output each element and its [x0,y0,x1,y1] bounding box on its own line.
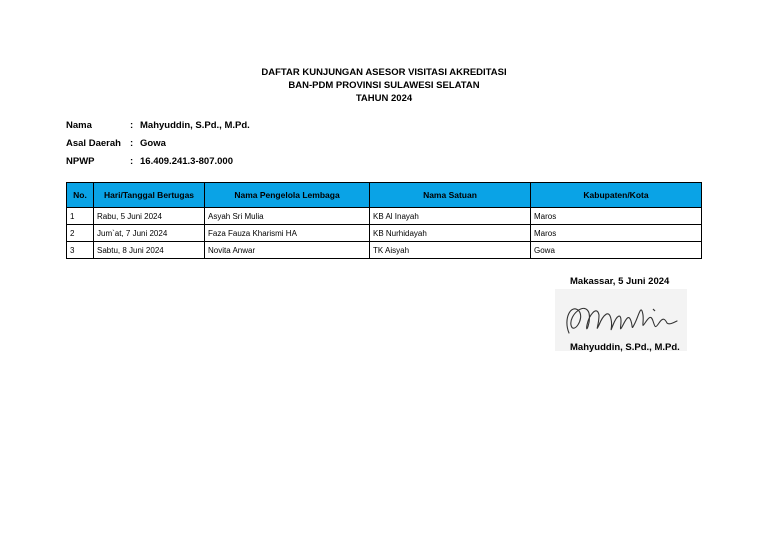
info-separator: : [130,120,134,131]
cell-manager: Asyah Sri Mulia [205,208,370,225]
info-value: Mahyuddin, S.Pd., M.Pd. [140,120,250,131]
header-unit: Nama Satuan [370,183,531,208]
cell-regency: Maros [531,225,702,242]
info-row-npwp [66,155,250,173]
info-label: NPWP [66,156,95,167]
document-title [0,66,768,105]
info-value: Gowa [140,138,166,149]
cell-unit: TK Aisyah [370,242,531,259]
title-line-1: DAFTAR KUNJUNGAN ASESOR VISITASI AKREDITASI [261,67,507,78]
title-line-2: BAN-PDM PROVINSI SULAWESI SELATAN [288,80,480,91]
cell-no: 1 [67,208,94,225]
table-header-row [67,183,702,208]
cell-regency: Maros [531,208,702,225]
info-separator: : [130,156,134,167]
table-row [67,225,702,242]
info-row-region [66,137,250,155]
cell-manager: Faza Fauza Kharismi HA [205,225,370,242]
header-regency: Kabupaten/Kota [531,183,702,208]
sign-place-date: Makassar, 5 Juni 2024 [570,276,670,287]
info-label: Asal Daerah [66,138,121,149]
assessor-info [66,119,250,173]
visit-table [66,182,702,259]
cell-manager: Novita Anwar [205,242,370,259]
cell-no: 3 [67,242,94,259]
title-line-3: TAHUN 2024 [355,93,413,104]
signer-name: Mahyuddin, S.Pd., M.Pd. [570,342,680,353]
header-no: No. [67,183,94,208]
info-value: 16.409.241.3-807.000 [140,156,233,167]
cell-regency: Gowa [531,242,702,259]
info-row-name [66,119,250,137]
header-date: Hari/Tanggal Bertugas [94,183,205,208]
cell-date: Jum`at, 7 Juni 2024 [94,225,205,242]
cell-unit: KB Al Inayah [370,208,531,225]
cell-date: Rabu, 5 Juni 2024 [94,208,205,225]
cell-unit: KB Nurhidayah [370,225,531,242]
table-row [67,208,702,225]
cell-no: 2 [67,225,94,242]
table-row [67,242,702,259]
info-label: Nama [66,120,92,131]
header-manager: Nama Pengelola Lembaga [205,183,370,208]
cell-date: Sabtu, 8 Juni 2024 [94,242,205,259]
info-separator: : [130,138,134,149]
